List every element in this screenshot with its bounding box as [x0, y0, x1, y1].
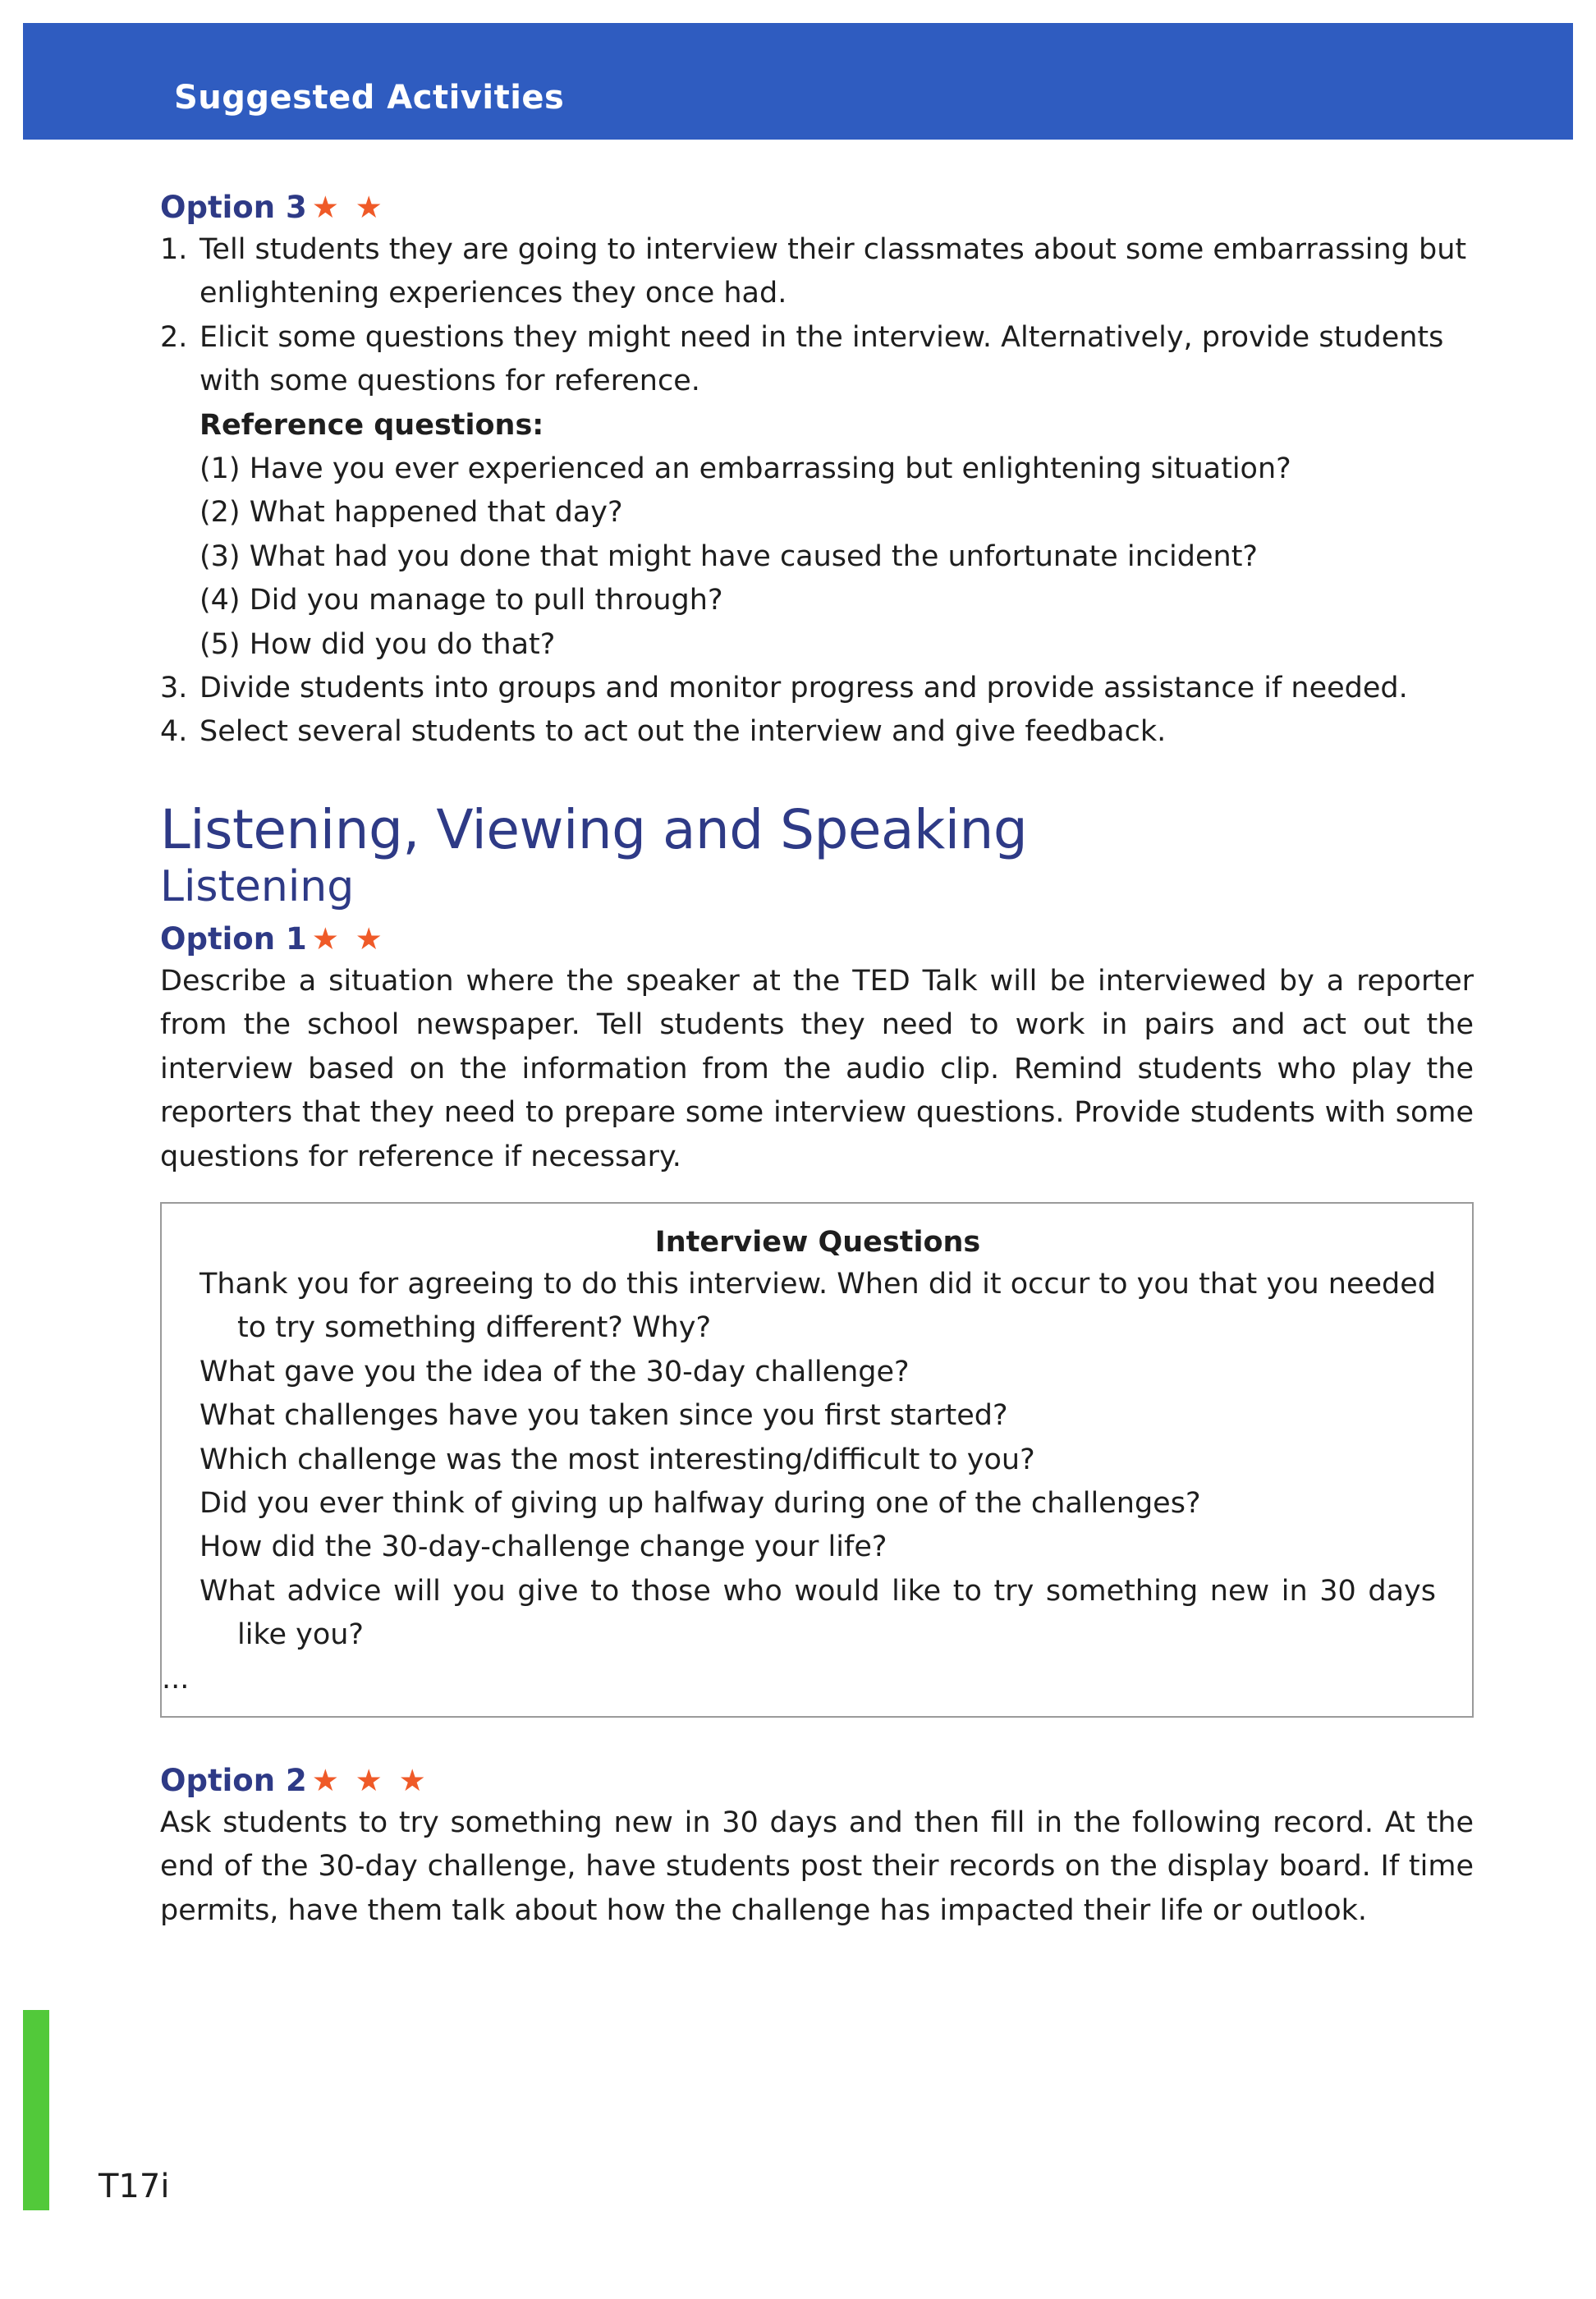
reference-questions-title: Reference questions:	[200, 408, 544, 442]
interview-question: What advice will you give to those who would like to try something new in 30 days like you?	[200, 1574, 1436, 1652]
interview-ellipsis: ...	[162, 1662, 190, 1696]
interview-question: Thank you for agreeing to do this interview. When did it occur to you that you needed to try something different? Why?	[200, 1267, 1436, 1345]
list-item	[160, 316, 1474, 667]
star-icon: ★ ★	[311, 190, 386, 225]
reference-question: (3) What had you done that might have caused the unfortunate incident?	[200, 539, 1259, 573]
option3-label: Option 3	[160, 190, 307, 225]
option3-heading	[160, 187, 1474, 228]
interview-questions-title: Interview Questions	[654, 1225, 981, 1259]
step-text: Select several students to act out the interview and give feedback.	[200, 715, 1167, 749]
step-number: 1.	[160, 233, 188, 266]
reference-question: (4) Did you manage to pull through?	[200, 584, 723, 617]
interview-question: What challenges have you taken since you first started?	[200, 1399, 1008, 1433]
interview-questions-box	[160, 1202, 1474, 1718]
page-number: T17i	[99, 2168, 170, 2205]
section-subtitle: Listening	[160, 861, 355, 911]
step-text: Elicit some questions they might need in the interview. Alternatively, provide students with some questions for reference.	[200, 320, 1444, 398]
section-title: Listening, Viewing and Speaking	[160, 797, 1028, 861]
step-number: 2.	[160, 320, 188, 354]
option1-heading	[160, 919, 1474, 960]
interview-question: Which challenge was the most interesting/difficult to you?	[200, 1443, 1035, 1476]
step-text: Divide students into groups and monitor progress and provide assistance if needed.	[200, 672, 1408, 705]
list-item	[160, 667, 1474, 710]
list-item	[160, 710, 1474, 754]
list-item	[160, 228, 1474, 316]
option2-label: Option 2	[160, 1762, 307, 1798]
option1-label: Option 1	[160, 920, 307, 957]
side-color-bar	[23, 2010, 49, 2210]
step-number: 3.	[160, 672, 188, 705]
star-icon: ★ ★ ★	[311, 1762, 429, 1798]
header-title: Suggested Activities	[174, 79, 565, 117]
star-icon: ★ ★	[311, 920, 386, 957]
step-text: Tell students they are going to interview their classmates about some embarrassing but enlightening experiences they once had.	[200, 233, 1467, 310]
reference-question: (5) How did you do that?	[200, 627, 556, 661]
reference-question: (2) What happened that day?	[200, 496, 623, 530]
page-content	[160, 187, 1474, 1933]
interview-question: What gave you the idea of the 30-day challenge?	[200, 1355, 910, 1388]
option1-text: Describe a situation where the speaker at the TED Talk will be interviewed by a reporter from the school newspaper. Tell students they need to work in pairs and act out the interview based on the information from the audio clip. Remind students who play the reporters that they need to prepare some interview questions. Provide students with some questions for reference if necessary.	[160, 964, 1474, 1173]
reference-question: (1) Have you ever experienced an embarrassing but enlightening situation?	[200, 452, 1291, 486]
option3-steps	[160, 228, 1474, 755]
reference-questions-list	[200, 447, 1474, 667]
interview-question: Did you ever think of giving up halfway during one of the challenges?	[200, 1486, 1201, 1520]
option2-text: Ask students to try something new in 30 days and then fill in the following record. At the end of the 30-day challenge, have students post their records on the display board. If time permits, have them talk about how the challenge has impacted their life or outlook.	[160, 1806, 1474, 1927]
step-number: 4.	[160, 715, 188, 749]
interview-question: How did the 30-day-challenge change your life?	[200, 1530, 887, 1564]
option2-heading	[160, 1760, 1474, 1801]
